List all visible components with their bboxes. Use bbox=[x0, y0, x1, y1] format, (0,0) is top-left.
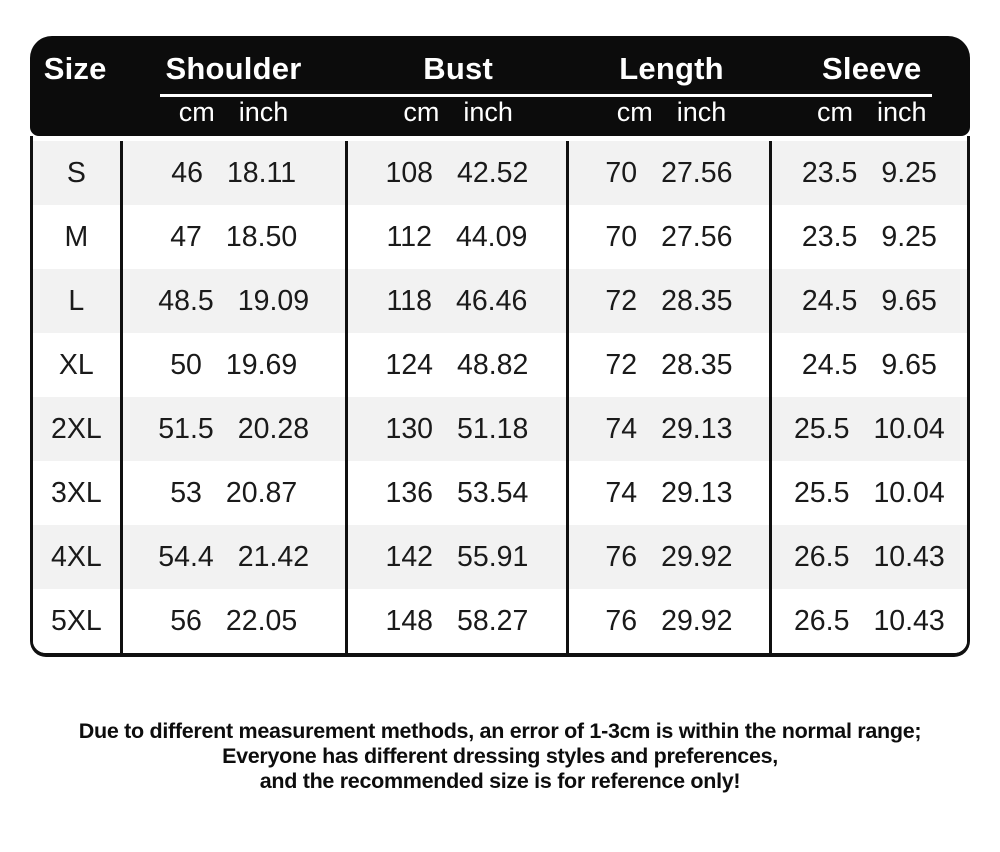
shoulder-values bbox=[123, 397, 348, 461]
shoulder-cm-value: 50 bbox=[170, 348, 202, 381]
length-values bbox=[569, 269, 772, 333]
length-values bbox=[569, 205, 772, 269]
shoulder-inch-value: 20.87 bbox=[225, 476, 298, 509]
sleeve-values bbox=[772, 461, 967, 525]
units-spacer bbox=[30, 95, 120, 136]
bust-inch-value: 53.54 bbox=[457, 476, 529, 509]
shoulder-inch-value: 22.05 bbox=[225, 604, 298, 637]
length-inch-value: 27.56 bbox=[661, 156, 733, 189]
bust-values bbox=[348, 333, 569, 397]
shoulder-values bbox=[123, 461, 348, 525]
size-chart bbox=[30, 36, 970, 657]
bust-cm-value: 136 bbox=[385, 476, 434, 509]
length-values bbox=[569, 141, 772, 205]
table-header bbox=[30, 36, 970, 136]
shoulder-inch-value: 19.09 bbox=[237, 284, 310, 317]
bust-values bbox=[348, 461, 569, 525]
length-inch-label: inch bbox=[676, 97, 727, 127]
bust-cm-value: 112 bbox=[386, 220, 432, 253]
sleeve-values bbox=[772, 141, 967, 205]
size-value: XL bbox=[33, 333, 123, 397]
bust-values bbox=[348, 205, 569, 269]
shoulder-inch-value: 18.50 bbox=[225, 220, 298, 253]
sleeve-values bbox=[772, 525, 967, 589]
table-row bbox=[33, 589, 967, 653]
bust-cm-value: 142 bbox=[385, 540, 434, 573]
table-row bbox=[33, 269, 967, 333]
length-cm-value: 76 bbox=[605, 540, 638, 573]
length-inch-value: 29.13 bbox=[661, 476, 733, 509]
length-cm-value: 74 bbox=[605, 412, 638, 445]
sleeve-values bbox=[772, 397, 967, 461]
header-group-row bbox=[30, 36, 970, 95]
sleeve-cm-value: 25.5 bbox=[793, 476, 850, 509]
shoulder-cm-value: 56 bbox=[170, 604, 202, 637]
bust-cm-label: cm bbox=[403, 97, 440, 127]
bust-values bbox=[348, 141, 569, 205]
length-cm-value: 70 bbox=[605, 220, 638, 253]
length-values bbox=[569, 525, 772, 589]
length-inch-value: 29.92 bbox=[661, 540, 733, 573]
shoulder-cm-value: 46 bbox=[171, 156, 203, 189]
sleeve-inch-value: 9.25 bbox=[881, 220, 937, 253]
sleeve-cm-value: 23.5 bbox=[801, 220, 858, 253]
bust-inch-value: 46.46 bbox=[455, 284, 528, 317]
length-inch-value: 28.35 bbox=[661, 348, 733, 381]
sleeve-values bbox=[772, 333, 967, 397]
bust-cm-value: 130 bbox=[385, 412, 434, 445]
size-value: L bbox=[33, 269, 123, 333]
length-values bbox=[569, 397, 772, 461]
shoulder-cm-label: cm bbox=[178, 97, 215, 127]
disclaimer bbox=[0, 719, 1000, 794]
bust-inch-value: 51.18 bbox=[457, 412, 529, 445]
sleeve-cm-value: 26.5 bbox=[793, 604, 850, 637]
bust-cm-value: 124 bbox=[385, 348, 434, 381]
bust-inch-label: inch bbox=[463, 97, 513, 127]
length-values bbox=[569, 461, 772, 525]
length-cm-value: 70 bbox=[605, 156, 638, 189]
bust-inch-value: 42.52 bbox=[457, 156, 529, 189]
size-value: 2XL bbox=[33, 397, 123, 461]
bust-inch-value: 44.09 bbox=[455, 220, 528, 253]
shoulder-values bbox=[123, 205, 348, 269]
length-inch-value: 29.13 bbox=[661, 412, 733, 445]
col-header-sleeve: Sleeve bbox=[822, 50, 922, 86]
shoulder-cm-value: 54.4 bbox=[158, 540, 214, 573]
sleeve-inch-value: 9.65 bbox=[881, 348, 937, 381]
shoulder-inch-value: 21.42 bbox=[237, 540, 310, 573]
sleeve-values bbox=[772, 205, 967, 269]
shoulder-cm-value: 51.5 bbox=[158, 412, 214, 445]
shoulder-inch-value: 19.69 bbox=[225, 348, 298, 381]
length-inch-value: 27.56 bbox=[661, 220, 733, 253]
bust-values bbox=[348, 589, 569, 653]
shoulder-values bbox=[123, 333, 348, 397]
sleeve-inch-value: 9.25 bbox=[881, 156, 937, 189]
col-header-shoulder: Shoulder bbox=[165, 50, 302, 86]
shoulder-values bbox=[123, 269, 348, 333]
table-row bbox=[33, 141, 967, 205]
disclaimer-line-1: Due to different measurement methods, an error of 1-3cm is within the normal range; bbox=[78, 719, 922, 743]
sleeve-units bbox=[774, 95, 970, 136]
bust-inch-value: 58.27 bbox=[457, 604, 529, 637]
table-row bbox=[33, 205, 967, 269]
bust-inch-value: 55.91 bbox=[457, 540, 529, 573]
col-header-length: Length bbox=[619, 50, 724, 86]
shoulder-inch-value: 20.28 bbox=[237, 412, 310, 445]
sleeve-inch-value: 10.43 bbox=[873, 604, 945, 637]
bust-values bbox=[348, 525, 569, 589]
shoulder-units bbox=[120, 95, 347, 136]
col-header-size: Size bbox=[43, 50, 107, 86]
bust-values bbox=[348, 269, 569, 333]
length-cm-label: cm bbox=[616, 97, 653, 127]
header-units-row bbox=[30, 95, 970, 136]
table-row bbox=[33, 333, 967, 397]
shoulder-inch-value: 18.11 bbox=[226, 156, 297, 189]
shoulder-inch-label: inch bbox=[238, 97, 289, 127]
shoulder-values bbox=[123, 525, 348, 589]
length-cm-value: 76 bbox=[605, 604, 638, 637]
table-body bbox=[30, 136, 970, 657]
disclaimer-line-2: Everyone has different dressing styles and preferences, bbox=[222, 744, 778, 768]
sleeve-values bbox=[772, 589, 967, 653]
length-values bbox=[569, 589, 772, 653]
sleeve-cm-value: 24.5 bbox=[801, 348, 858, 381]
table-row bbox=[33, 461, 967, 525]
sleeve-inch-label: inch bbox=[876, 97, 927, 127]
sleeve-cm-value: 23.5 bbox=[801, 156, 858, 189]
length-units bbox=[570, 95, 774, 136]
size-value: 3XL bbox=[33, 461, 123, 525]
length-cm-value: 72 bbox=[605, 348, 638, 381]
shoulder-values bbox=[123, 141, 348, 205]
bust-units bbox=[347, 95, 570, 136]
bust-inch-value: 48.82 bbox=[457, 348, 529, 381]
bust-cm-value: 148 bbox=[385, 604, 434, 637]
table-row bbox=[33, 525, 967, 589]
length-values bbox=[569, 333, 772, 397]
sleeve-cm-value: 26.5 bbox=[793, 540, 850, 573]
sleeve-cm-label: cm bbox=[816, 97, 853, 127]
shoulder-cm-value: 47 bbox=[170, 220, 202, 253]
sleeve-inch-value: 10.04 bbox=[873, 476, 945, 509]
bust-cm-value: 108 bbox=[385, 156, 434, 189]
sleeve-cm-value: 25.5 bbox=[793, 412, 850, 445]
header-underline bbox=[160, 94, 933, 97]
shoulder-values bbox=[123, 589, 348, 653]
sleeve-cm-value: 24.5 bbox=[801, 284, 858, 317]
shoulder-cm-value: 53 bbox=[170, 476, 202, 509]
size-value: M bbox=[33, 205, 123, 269]
table-row bbox=[33, 397, 967, 461]
length-inch-value: 29.92 bbox=[661, 604, 733, 637]
col-header-bust: Bust bbox=[423, 50, 493, 86]
disclaimer-line-3: and the recommended size is for reference only! bbox=[259, 769, 741, 793]
size-value: 5XL bbox=[33, 589, 123, 653]
sleeve-inch-value: 10.04 bbox=[873, 412, 945, 445]
bust-cm-value: 118 bbox=[386, 284, 432, 317]
sleeve-values bbox=[772, 269, 967, 333]
length-cm-value: 74 bbox=[605, 476, 638, 509]
length-cm-value: 72 bbox=[605, 284, 638, 317]
bust-values bbox=[348, 397, 569, 461]
size-value: 4XL bbox=[33, 525, 123, 589]
sleeve-inch-value: 10.43 bbox=[873, 540, 945, 573]
size-value: S bbox=[33, 141, 123, 205]
length-inch-value: 28.35 bbox=[661, 284, 733, 317]
sleeve-inch-value: 9.65 bbox=[881, 284, 937, 317]
shoulder-cm-value: 48.5 bbox=[158, 284, 214, 317]
